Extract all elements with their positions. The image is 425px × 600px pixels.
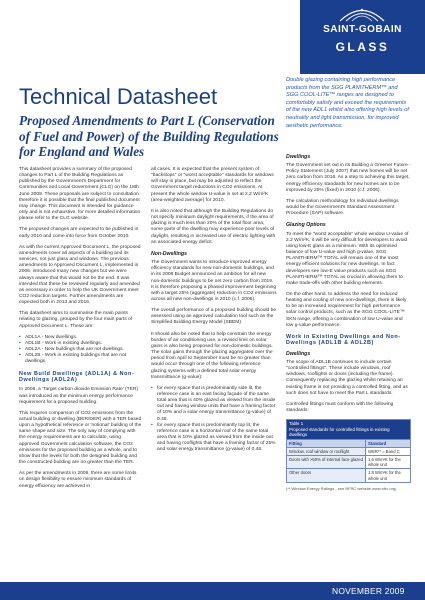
paragraph: The scope of ADL1B continues to include certain "controlled fittings". These include windows, roof windows, rooflights or doors (including the frame). Consequently replacing the glazing whilst retaining an existing frame is not providing a controlled fitting, and as such does not have to meet the Part L standards. xyxy=(286,359,408,396)
list-item: • for every space that is predominantly side lit, the reference case is an east facing façade of the same total area that is 40% glazed as viewed from the inside out and having window units that have a framing factor of 10% and a solar energy transmittance (g-value) of 0.48. xyxy=(151,386,277,423)
table-cell: WER** = Band C xyxy=(365,448,410,455)
paragraph: Controlled fittings must conform with the following standards: xyxy=(286,401,394,413)
table-cell: Other doors xyxy=(287,469,365,481)
table-header-row xyxy=(287,439,410,447)
paragraph: This datasheet provides a summary of the proposed changes to Part L of the Building Regulations as published by the Government's Department for Communities and Local Government (CLG) on the 18th June 2009. These proposals are subject to consultation therefore it is possible that the final published document may change. This document is intended for guidance only and is not exhaustive, for more detailed information please refer to the CLG website. xyxy=(19,167,141,222)
logo-subwordmark: GLASS xyxy=(335,40,390,54)
paragraph: On the other hand, to address the need for reduced heating and cooling of new non-dwellings, there is likely to be an increased requirement for high performance solar control products, such as the SGG COOL-LITE™ SKN range, offering a combination of low U-value and low g-value performance. xyxy=(286,291,407,328)
table-cell: 1.6 W/m²K for the whole unit xyxy=(365,456,410,468)
paragraph: The proposed changes are expected to be published in early 2010 and come into force from October 2010. xyxy=(19,227,139,239)
paragraph: As per the amendments in 2006, there are some limits on design flexibility to ensure minimum standards of energy efficiency are achieved in xyxy=(19,471,137,489)
paragraph: all cases. It is expected that the present system of "backstops" or "worst acceptable" standards for windows will stay in place, but may be adjusted to reflect the Government target reductions in CO2 emissions. At present the whole window U-value is set at 2.2 W/m²K (area-weighted average) for 2010. xyxy=(151,167,274,203)
pull-quote: Double glazing containing high performance products from the SGG PLANITHERM™ and SGG COOL-LITE™ ranges are designed to comfortably satisfy and exceed the requirements of the new ADL1 whilst also offering high levels of neutrality and light transmission, for improved aesthetic performance. xyxy=(286,77,409,129)
paragraph: In 2006, a 'Target carbon dioxide Emission Rate' (TER) was introduced as the minimum energy performance requirement for a proposed building. xyxy=(19,387,139,405)
subsection-heading: Non-Dwellings xyxy=(151,250,188,257)
subsection-heading: Dwellings xyxy=(286,154,311,160)
table-cell: Doors with >50% of internal face glazed xyxy=(287,456,365,468)
standards-table xyxy=(286,419,411,483)
section-heading: Work in Existing Dwellings and Non-Dwellings (ADL1B & ADL2B) xyxy=(286,333,401,347)
table-row xyxy=(287,447,410,455)
logo-wordmark: SAINT-GOBAIN xyxy=(323,24,402,35)
adl-parts-list xyxy=(19,335,142,366)
column-2 xyxy=(151,167,277,459)
paragraph: The calculation methodology for individual dwellings would be the Government's Standard Assessment Procedure (SAP) software. xyxy=(286,198,399,217)
paragraph: It is also noted that although the Building Regulations do not specify minimum daylight requirements, if the area of glazing is much less than 20% of the total floor area, some parts of the dwelling may experience poor levels of daylight, resulting in increased use of electric lighting with an associated energy deficit. xyxy=(151,208,276,245)
page-subtitle: Proposed Amendments to Part L (Conservation of Fuel and Power) of the Building Regulations for England and Wales xyxy=(19,113,279,159)
paragraph: To meet the "worst acceptable" whole window U-value of 2.2 W/m²K, it will be very difficult for developers to avoid using low-E glass as a minimum. With its optimised balance of low U-value and high g-value, SGG PLANITHERM™ TOTAL will remain one of the most energy efficient solutions for new dwellings. In fact developers see low-E value products such as SGG PLANITHERM™ TOTAL as crucial in allowing them to make trade-offs with other building elements. xyxy=(286,231,409,286)
column-3 xyxy=(286,152,411,491)
table-row xyxy=(287,468,410,481)
page-title: Technical Datasheet xyxy=(19,84,218,109)
paragraph: As with the current Approved Document L, the proposed amendments cover all aspects of a building and its services, not just glass and windows. The previous amendments to Approved Document L, implemented in 2006, introduced many new changes but we were always aware that this would not be the end. It was intended that these be reviewed regularly and amended as necessary in order to help the UK Government meet CO2 reduction targets. Further amendments are expected both in 2013 and 2016. xyxy=(19,244,141,306)
paragraph: This requires comparison of CO2 emissions from the actual building or dwelling (BER/DER) with a TER based upon a hypothetical reference or 'notional' building of the same shape and size. The only way of complying with the energy requirements are to calculate, using approved Government calculation software, the CO2 emissions for the proposed building as a whole, and to show that the levels for both the designed building and the constructed building are no greater than the TER. xyxy=(19,410,142,466)
section-heading: New Build Dwellings (ADL1A) & Non-Dwellings (ADL2A) xyxy=(19,370,135,383)
table-cell: Window, roof window or rooflight xyxy=(287,448,365,455)
list-item: • ADL1A - New dwellings. xyxy=(19,335,142,341)
reference-glazing-list xyxy=(151,386,277,454)
list-item: • ADL2A - New buildings that are not dwellings. xyxy=(19,347,142,353)
subsection-heading: Dwellings xyxy=(286,350,311,357)
paragraph: The overall performance of a proposed building should be assessed using an approved calculation tool such as the Simplified Building Energy Model (SBEM). xyxy=(151,308,277,326)
table-footnote: (** Window Energy Ratings - see BFRC website www.bfrc.org) xyxy=(286,485,397,491)
list-item: • ADL1B - Work in existing dwellings. xyxy=(19,341,142,347)
paragraph: It should also be noted that to help constrain the energy burden of air conditioning use, a revised limit on solar gains is also being proposed for non-domestic buildings. The solar gains through the glazing aggregated over the period from April to September must be no greater than would occur through one of the following reference glazing systems with a defined total solar energy transmittance (g-value): xyxy=(151,331,273,380)
saint-gobain-arc-icon xyxy=(338,6,386,22)
list-item: • for every space that is predominantly top lit, the reference case is a horizontal roof of the same total area that is 10% glazed as viewed from the inside out and having rooflights that have a framing factor of 25% and solar energy transmittance (g-value) of 0.48. xyxy=(151,423,277,454)
table-row xyxy=(287,455,410,468)
paragraph: This datasheet aims to summarise the main points relating to glazing, grouped by the four main parts of Approved Document L. These are: xyxy=(19,311,133,329)
list-item: • ADL2B - Work in existing buildings that are not dwellings. xyxy=(19,353,142,365)
publication-date: NOVEMBER 2009 xyxy=(332,586,405,596)
subsection-heading: Glazing Options xyxy=(286,222,326,229)
table-title: Table 1 Proposed standards for controlled fittings in existing dwellings xyxy=(287,420,410,439)
table-header-cell: Standard xyxy=(365,440,410,447)
paragraph: The Government set out in its Building a Greener Future - Policy Statement (July 2007) that new homes will be net zero carbon from 2016. As a step to achieving this target, energy efficiency standards for new homes are to be improved by 25% (fixed) in 2010 (c.f. 2006). xyxy=(286,163,411,193)
table-cell: 1.8 W/m²K for the whole unit xyxy=(365,469,410,481)
paragraph: The Government wants to introduce improved energy efficiency standards for new non-domestic buildings, and in its 2008 Budget announced an ambition for all new non-domestic buildings to be net zero carbon from 2019. It is therefore proposing a phased improvement beginning with a target 25% (aggregate) reduction in CO2 emissions across all new non-dwellings in 2010 (c.f. 2006). xyxy=(151,260,277,302)
table-header-cell: Fitting xyxy=(287,440,365,447)
column-1 xyxy=(19,167,142,495)
